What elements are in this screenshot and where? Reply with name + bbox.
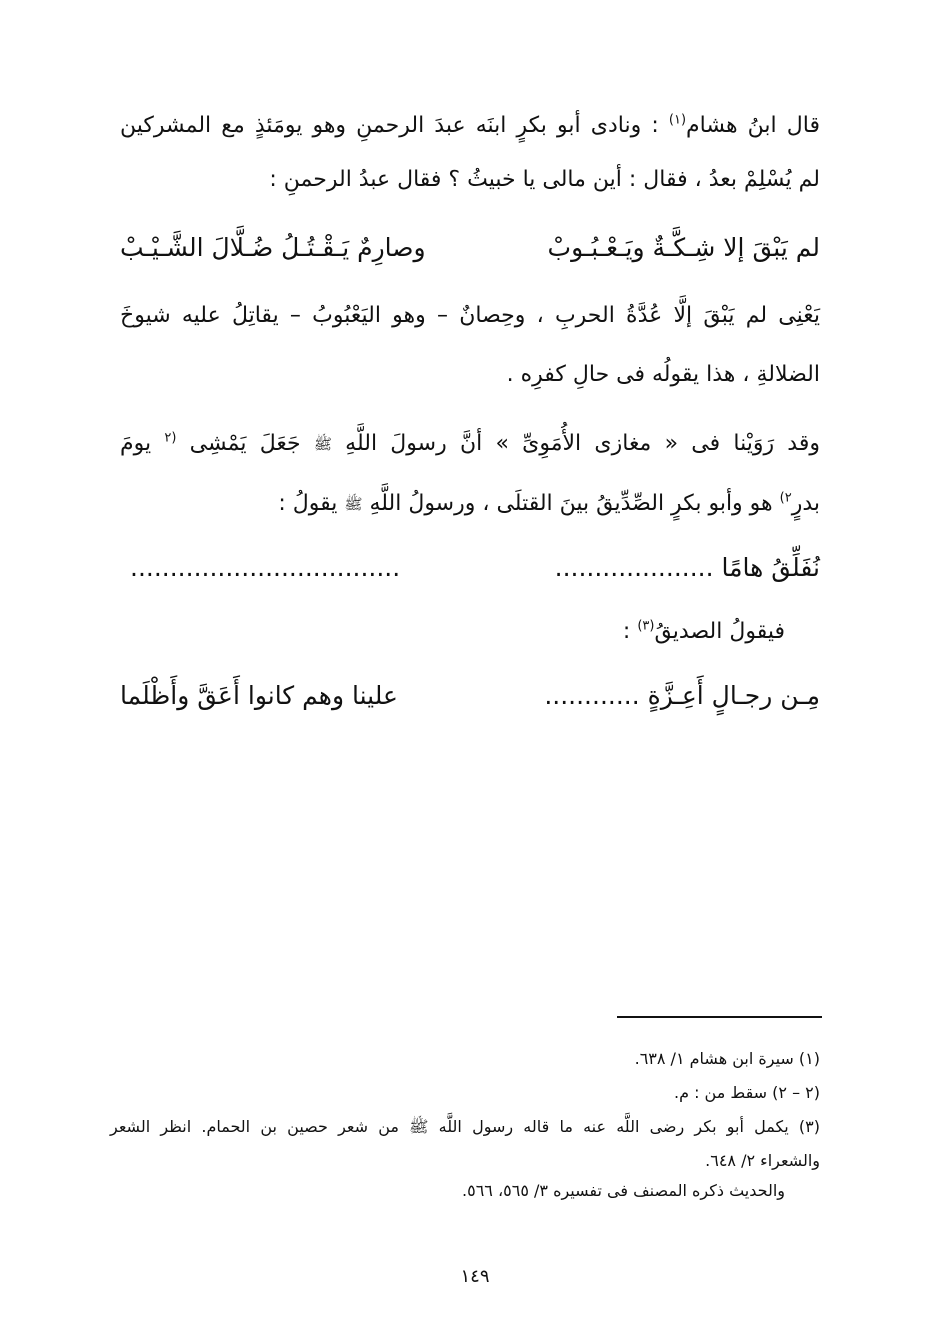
text-segment: يقولُ :: [278, 491, 345, 516]
salutation-glyph: ﷺ: [344, 495, 363, 513]
text-segment: : ونادى أبو بكرٍ ابنَه عبدَ الرحمنِ وهو يومَئذٍ مع المشركين: [120, 113, 669, 138]
text-segment: وقد رَوَيْنا فى « مغازى الأُمَوِىِّ » أنَّ رسولَ اللَّهِ: [331, 431, 820, 456]
verse-hemistich-left: وصارِمٌ يَـقْـتُـلُ ضُـلَّالَ الشَّـيْـبْ: [120, 233, 426, 262]
text-segment: (٣) يكمل أبو بكر رضى اللَّه عنه ما قاله رسول اللَّه: [428, 1117, 821, 1136]
verse-line: [120, 674, 820, 718]
footnote-3-continued: والشعراء ٢/ ٦٤٨.: [705, 1151, 820, 1170]
footnote-3: [110, 1114, 820, 1140]
verse-hemistich-left: علينا وهم كانوا أَعَقَّ وأَظْلَما: [120, 681, 398, 710]
text-segment: :: [622, 619, 638, 644]
text-line: [120, 612, 785, 652]
text-segment: من شعر حصين بن الحمام. انظر الشعر: [110, 1117, 410, 1136]
text-line: لم يُسْلِمْ بعدُ ، فقال : أين مالى يا خبيثُ ؟ فقال عبدُ الرحمنِ :: [269, 167, 820, 192]
footnote-3-hadith: والحديث ذكره المصنف فى تفسيره ٣/ ٥٦٥، ٥٦٦.: [462, 1181, 785, 1200]
text-line: [120, 106, 820, 146]
text-segment: فيقولُ الصديقُ: [654, 619, 785, 644]
footnote-marker: (١): [668, 112, 687, 128]
text-line: [120, 484, 820, 524]
footnote-marker: ٢): [779, 490, 792, 506]
verse-hemistich-right: لم يَبْقَ إلا شِـكَّـةٌ ويَـعْـبُـوبْ: [547, 233, 820, 262]
page-number: ١٤٩: [460, 1266, 490, 1287]
salutation-glyph: ﷺ: [409, 1117, 429, 1136]
footnote-marker: (٣): [637, 618, 655, 634]
text-line: [120, 424, 820, 464]
text-segment: جَعَلَ يَمْشِى: [176, 431, 314, 456]
verse-line: [120, 546, 820, 590]
text-line: الضلالةِ ، هذا يقولُه فى حالِ كفرِه .: [506, 362, 820, 387]
text-segment: بدرٍ: [791, 491, 820, 516]
footnote-2: (٢ – ٢) سقط من : م.: [673, 1083, 820, 1102]
footnote-marker: (٢: [164, 430, 177, 446]
verse-line: [120, 226, 820, 270]
verse-hemistich-right: مِـن رجـالٍ أَعِـزَّةٍ ............: [544, 681, 820, 710]
footnote-separator: [617, 1016, 822, 1018]
text-line: يَعْنِى لم يَبْقَ إلَّا عُدَّةُ الحربِ ، وحِصانٌ – وهو اليَعْبُوبُ – يقاتِلُ عليه شيوخَ: [120, 303, 820, 328]
salutation-glyph: ﷺ: [313, 435, 332, 453]
verse-hemistich-right: نُفَلِّقُ هامًا ....................: [554, 553, 820, 582]
footnote-1: (١) سيرة ابن هشام ١/ ٦٣٨.: [634, 1049, 820, 1068]
verse-hemistich-left: ..................................: [130, 553, 401, 582]
text-segment: قال ابنُ هشام: [686, 113, 820, 138]
text-segment: هو وأبو بكرٍ الصِّدِّيقُ بينَ القتلَى ، ورسولُ اللَّهِ: [362, 491, 780, 516]
text-segment: يومَ: [120, 431, 165, 456]
